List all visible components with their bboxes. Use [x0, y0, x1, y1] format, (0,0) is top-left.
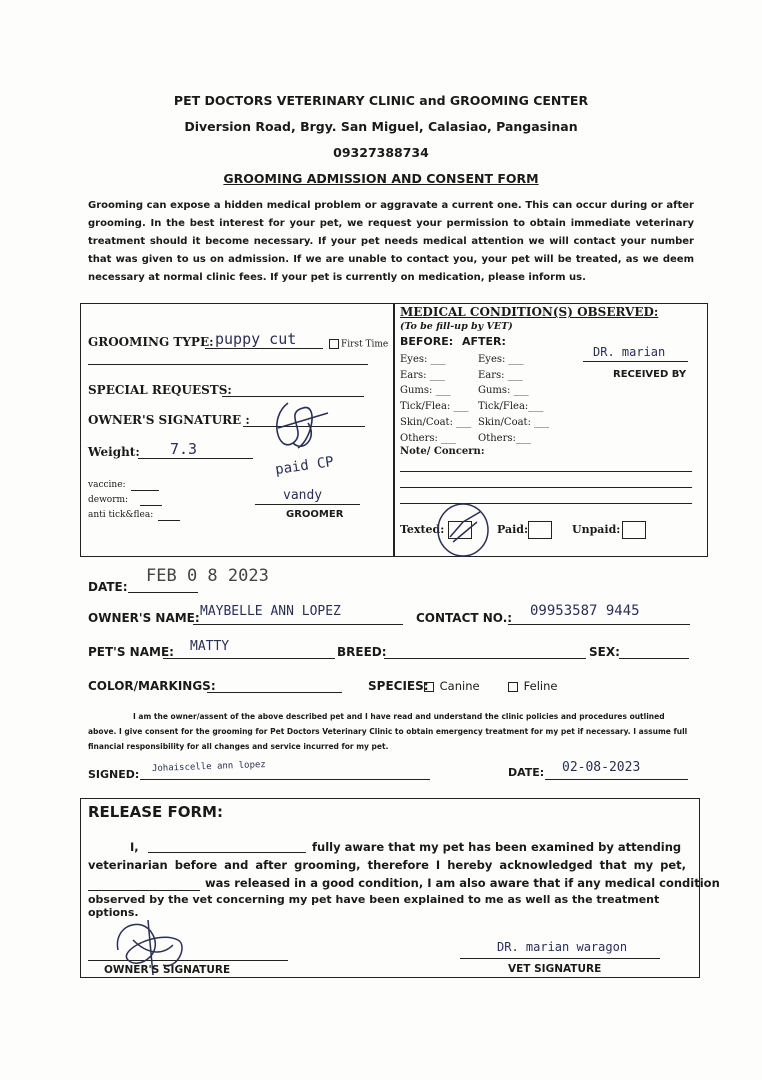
before-eyes[interactable]: Eyes: ___: [400, 354, 446, 365]
color-label: COLOR/MARKINGS:: [88, 679, 216, 693]
grooming-type-label: GROOMING TYPE:: [88, 335, 214, 349]
note-line-1[interactable]: [400, 471, 692, 472]
after-label: AFTER:: [462, 335, 506, 348]
species-canine-option[interactable]: [424, 679, 480, 693]
weight-line: [138, 458, 253, 459]
owner-signature-label: OWNER'S SIGNATURE :: [88, 413, 250, 427]
after-list: [478, 352, 549, 446]
paid-note: paid CP: [274, 453, 335, 479]
first-time-label: First Time: [341, 339, 389, 350]
owner-name-line: [193, 624, 403, 625]
pet-name-line: [163, 658, 335, 659]
release-name-line[interactable]: [148, 852, 306, 853]
feline-checkbox[interactable]: [508, 682, 518, 692]
owner-signature-scribble: [258, 398, 338, 460]
vet-sig-label: VET SIGNATURE: [508, 963, 602, 975]
species-feline-option[interactable]: [508, 679, 557, 693]
clinic-address: Diversion Road, Brgy. San Miguel, Calasiao, Pangasinan: [184, 119, 578, 134]
release-line-1: fully aware that my pet has been examined by attending: [312, 840, 682, 854]
unpaid-checkbox[interactable]: [622, 521, 646, 539]
before-label: BEFORE:: [400, 335, 454, 348]
signed-value[interactable]: Johaiscelle ann lopez: [151, 760, 266, 774]
before-others[interactable]: Others: ___: [400, 432, 457, 444]
feline-label: Feline: [523, 679, 558, 693]
paid-label: Paid:: [497, 523, 529, 536]
grooming-type-value[interactable]: puppy cut: [215, 330, 297, 348]
anti-tick-line[interactable]: [158, 520, 180, 521]
consent-paragraph: I am the owner/assent of the above described pet and I have read and understand the clinic policies and procedures outlined above. I give consent for the grooming for Pet Doctors Veterinary Clinic to obtain emergency treatment for my pet if necessary. I assume full financial responsibility for all changes and service incurred for my pet.: [88, 712, 688, 751]
weight-label: Weight:: [88, 445, 140, 459]
groomer-label: GROOMER: [286, 509, 344, 520]
signed-date-value[interactable]: 02-08-2023: [562, 760, 641, 775]
release-line-3: was released in a good condition, I am also aware that if any medical condition: [205, 876, 720, 890]
signed-label: SIGNED:: [88, 768, 140, 781]
clinic-phone: 09327388734: [333, 145, 429, 160]
before-skin-coat[interactable]: Skin/Coat: ___: [400, 416, 472, 428]
before-list: [400, 352, 471, 446]
sex-line[interactable]: [619, 658, 689, 659]
medical-subtitle: (To be fill-up by VET): [400, 321, 513, 332]
first-time-checkbox[interactable]: [329, 339, 339, 349]
pet-name-value[interactable]: MATTY: [190, 639, 230, 654]
release-line-4: observed by the vet concerning my pet have been explained to me as well as the treatment options.: [88, 893, 660, 919]
paid-checkbox[interactable]: [528, 521, 552, 539]
date-line: [128, 592, 198, 593]
breed-line[interactable]: [384, 658, 586, 659]
texted-label: Texted:: [400, 523, 445, 536]
unpaid-label: Unpaid:: [572, 523, 621, 536]
after-eyes[interactable]: Eyes: ___: [478, 354, 524, 365]
before-tick-flea[interactable]: Tick/Flea: ___: [400, 401, 469, 413]
special-requests-label: SPECIAL REQUESTS:: [88, 383, 232, 397]
release-line-2: veterinarian before and after grooming, therefore I hereby acknowledged that my pet,: [88, 858, 686, 872]
after-ears[interactable]: Ears: ___: [478, 369, 523, 381]
first-time-option[interactable]: [329, 339, 388, 350]
species-label: SPECIES:: [368, 679, 429, 693]
note-label: Note/ Concern:: [400, 446, 485, 457]
after-others[interactable]: Others:___: [478, 432, 531, 444]
box-divider: [393, 303, 395, 557]
contact-label: CONTACT NO.:: [416, 611, 513, 625]
groomer-line: [255, 504, 360, 505]
deworm-label: deworm:: [88, 495, 129, 505]
after-tick-flea[interactable]: Tick/Flea:___: [478, 401, 544, 413]
medical-title: MEDICAL CONDITION(S) OBSERVED:: [400, 305, 659, 319]
intro-paragraph: Grooming can expose a hidden medical problem or aggravate a current one. This can occur during or after grooming. In the best interest for your pet, we request your permission to obtain immediate veterinary treatment should it become necessary. If your pet needs medical attention we will contact your number that was given to us on admission. If we are unable to contact you, your pet will be treated, as we deem necessary at normal clinic fees. If your pet is currently on medication, please inform us.: [88, 200, 694, 283]
signed-date-line: [545, 779, 688, 780]
special-requests-line[interactable]: [222, 396, 364, 397]
grooming-extra-line: [88, 364, 368, 365]
date-label: DATE:: [88, 580, 128, 594]
pet-name-label: PET'S NAME:: [88, 645, 174, 659]
owner-name-value[interactable]: MAYBELLE ANN LOPEZ: [200, 604, 341, 619]
before-gums[interactable]: Gums: ___: [400, 385, 451, 397]
received-by-name: DR. marian: [593, 345, 666, 359]
deworm-line[interactable]: [140, 505, 162, 506]
canine-label: Canine: [439, 679, 480, 693]
grooming-type-line: [205, 348, 323, 349]
groomer-name[interactable]: vandy: [283, 488, 323, 503]
note-line-2[interactable]: [400, 487, 692, 488]
vaccine-line[interactable]: [131, 490, 159, 491]
texted-checkmark-scribble: [425, 502, 495, 564]
vaccine-label: vaccine:: [88, 480, 126, 490]
weight-value[interactable]: 7.3: [170, 440, 198, 458]
before-ears[interactable]: Ears: ___: [400, 369, 445, 381]
vet-name: DR. marian waragon: [497, 940, 628, 954]
form-title: GROOMING ADMISSION AND CONSENT FORM: [223, 171, 539, 186]
color-line[interactable]: [207, 692, 342, 693]
owner-name-label: OWNER'S NAME:: [88, 611, 200, 625]
after-gums[interactable]: Gums: ___: [478, 385, 529, 397]
received-by-label: RECEIVED BY: [613, 369, 687, 380]
signed-date-label: DATE:: [508, 766, 545, 779]
received-by-line: [583, 361, 688, 362]
contact-value[interactable]: 09953587 9445: [530, 603, 640, 619]
signed-line: [140, 779, 430, 780]
contact-line: [508, 624, 690, 625]
canine-checkbox[interactable]: [424, 682, 434, 692]
breed-label: BREED:: [337, 645, 387, 659]
release-pet-line[interactable]: [88, 890, 200, 891]
clinic-name: PET DOCTORS VETERINARY CLINIC and GROOMING CENTER: [173, 93, 589, 108]
vet-sig-line[interactable]: [460, 958, 660, 959]
date-stamp: FEB 0 8 2023: [146, 566, 269, 586]
release-i-label: I,: [130, 840, 139, 854]
anti-tick-label: anti tick&flea:: [88, 510, 154, 520]
release-owner-sig-label: OWNER'S SIGNATURE: [104, 964, 231, 976]
release-title: RELEASE FORM:: [88, 803, 223, 821]
after-skin-coat[interactable]: Skin/Coat: ___: [478, 416, 550, 428]
sex-label: SEX:: [589, 645, 620, 659]
